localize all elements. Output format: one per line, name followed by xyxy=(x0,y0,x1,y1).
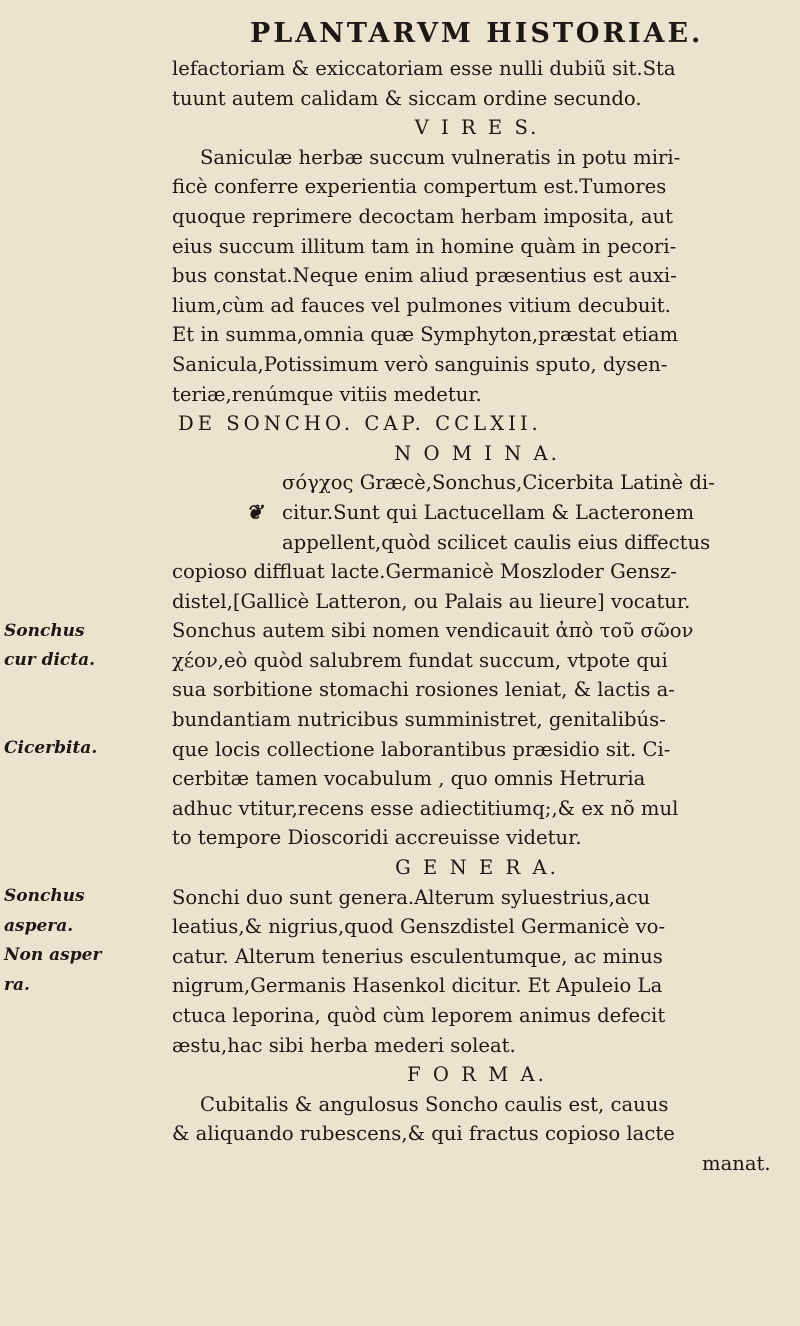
margin-note: aspera. xyxy=(4,916,74,936)
text-line: que locis collectione laborantibus præsidio sit. Ci- xyxy=(172,737,671,761)
margin-note: ra. xyxy=(4,975,30,995)
text-line: χέον,eò quòd salubrem fundat succum, vtpote qui xyxy=(172,648,668,672)
text-line: & aliquando rubescens,& qui fractus copioso lacte xyxy=(172,1122,675,1146)
text-line: ctuca leporina, quòd cùm leporem animus defecit xyxy=(172,1004,666,1027)
chapter-heading: DE SONCHO. CAP. CCLXII. xyxy=(178,412,542,436)
text-line: adhuc vtitur,recens esse adiectitiumq;,& ex nõ mul xyxy=(172,796,679,820)
text-line: bundantiam nutricibus sumministret, genitalibús- xyxy=(172,708,666,732)
text-line: manat. xyxy=(702,1151,771,1175)
text-line: citur.Sunt qui Lactucellam & Lacteronem xyxy=(282,500,695,524)
text-line: Cubitalis & angulosus Soncho caulis est, cauus xyxy=(200,1092,669,1116)
text-line: teriæ,renúmque vitiis medetur. xyxy=(172,382,482,406)
text-line: to tempore Dioscoridi accreuisse videtur. xyxy=(172,826,582,850)
text-line: cerbitæ tamen vocabulum , quo omnis Hetruria xyxy=(172,767,646,791)
text-line: æstu,hac sibi herba mederi soleat. xyxy=(172,1033,516,1057)
text-line: leatius,& nigrius,quod Genszdistel Germanicè vo- xyxy=(172,915,666,939)
running-header: PLANTARVM HISTORIAE. xyxy=(250,18,704,49)
body-text xyxy=(172,54,782,1179)
margin-note: Sonchus xyxy=(4,886,85,906)
text-line: catur. Alterum tenerius esculentumque, ac minus xyxy=(172,944,663,968)
section-heading-genera: G E N E R A. xyxy=(395,856,559,880)
text-line: Sonchi duo sunt genera.Alterum syluestrius,acu xyxy=(172,885,651,909)
text-line: Sonchus autem sibi nomen vendicauit ἀπὸ τοῦ σῶον xyxy=(172,619,694,643)
margin-note: Sonchus xyxy=(4,621,85,641)
text-line: appellent,quòd scilicet caulis eius diffectus xyxy=(282,530,711,554)
margin-note: Non asper xyxy=(4,945,102,965)
text-line: copioso diffluat lacte.Germanicè Moszloder Gensz- xyxy=(172,560,677,584)
text-line: bus constat.Neque enim aliud præsentius est auxi- xyxy=(172,264,677,288)
text-line: Saniculæ herbæ succum vulneratis in potu miri- xyxy=(200,145,681,169)
section-heading-forma: F O R M A. xyxy=(407,1063,547,1087)
text-line: eius succum illitum tam in homine quàm in pecori- xyxy=(172,234,677,258)
text-line: ficè conferre experientia compertum est.Tumores xyxy=(172,175,667,199)
text-line: distel,[Gallicè Latteron, ou Palais au lieure] vocatur. xyxy=(172,589,691,613)
text-line: quoque reprimere decoctam herbam imposita, aut xyxy=(172,204,673,228)
text-line: Et in summa,omnia quæ Symphyton,præstat etiam xyxy=(172,323,679,347)
text-line: lefactoriam & exiccatoriam esse nulli dubiũ sit.Sta xyxy=(172,57,676,80)
text-line: nigrum,Germanis Hasenkol dicitur. Et Apuleio La xyxy=(172,974,663,998)
text-line: σόγχος Græcè,Sonchus,Cicerbita Latinè di- xyxy=(282,471,715,495)
text-line: sua sorbitione stomachi rosiones leniat, & lactis a- xyxy=(172,678,675,702)
ornament-icon: ❦ xyxy=(246,500,263,524)
text-line: tuunt autem calidam & siccam ordine secundo. xyxy=(172,86,642,110)
section-heading-vires: V I R E S. xyxy=(414,116,540,140)
margin-note: Cicerbita. xyxy=(4,738,98,758)
margin-note: cur dicta. xyxy=(4,650,96,670)
text-line: lium,cùm ad fauces vel pulmones vitium decubuit. xyxy=(172,293,671,317)
text-line: Sanicula,Potissimum verò sanguinis sputo, dysen- xyxy=(172,352,668,376)
section-heading-nomina: N O M I N A. xyxy=(394,441,560,465)
